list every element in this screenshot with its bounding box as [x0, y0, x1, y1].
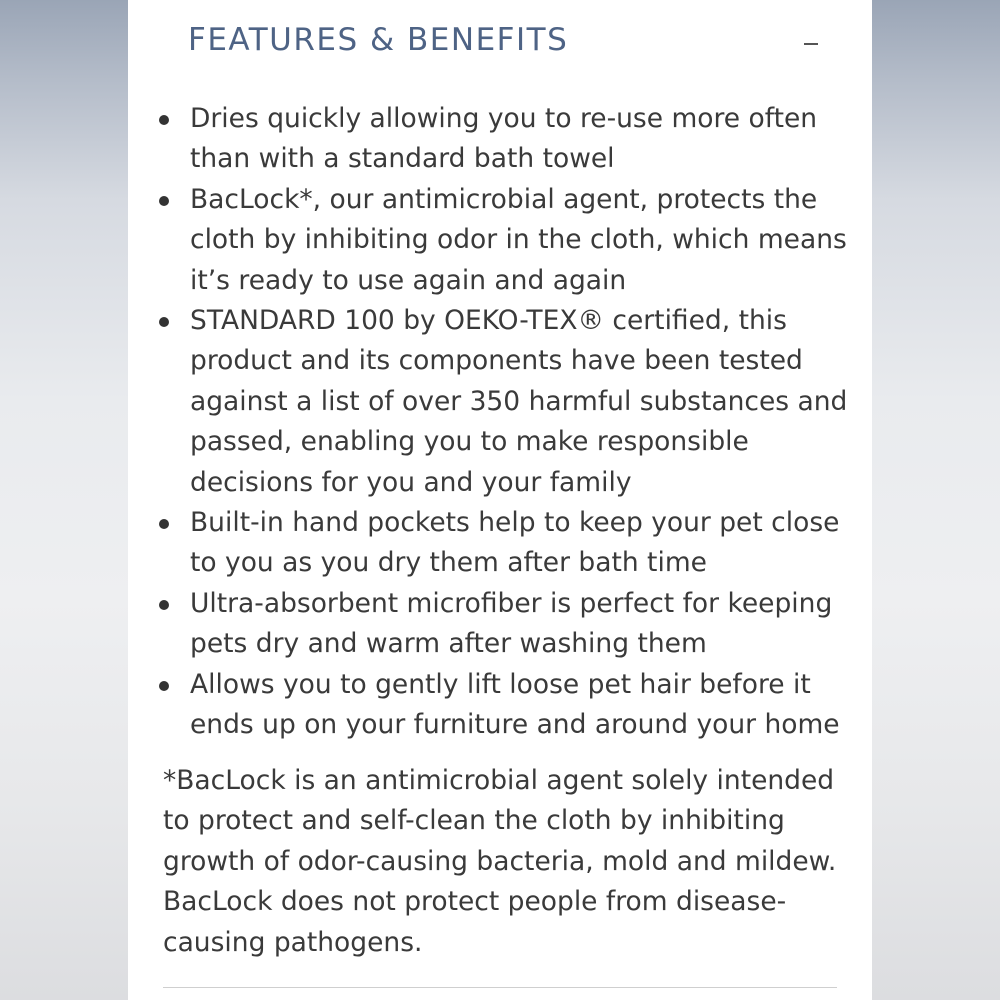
- feature-text: Allows you to gently lift loose pet hair before it ends up on your furniture and around your home: [190, 668, 840, 741]
- feature-text: Ultra-absorbent microfiber is perfect for keeping pets dry and warm after washing them: [190, 587, 833, 660]
- features-accordion-header[interactable]: [188, 18, 812, 62]
- minus-icon[interactable]: [804, 43, 818, 45]
- feature-text: Dries quickly allowing you to re-use more often than with a standard bath towel: [190, 103, 818, 175]
- baclock-footnote: *BacLock is an antimicrobial agent solely intended to protect and self-clean the cloth by inhibiting growth of odor-causing bacteria, mold and mildew. BacLock does not protect people from disease-causing pathogens.: [163, 765, 837, 958]
- list-item: [152, 301, 852, 503]
- bullet-dot-icon: [159, 115, 169, 125]
- list-item: [152, 584, 852, 665]
- list-item: [152, 99, 852, 180]
- features-list: [152, 99, 852, 746]
- bullet-dot-icon: [159, 196, 169, 206]
- feature-text: STANDARD 100 by OEKO-TEX® certified, this product and its components have been tested against a list of over 350 harmful substances and passed, enabling you to make responsible decisions for you and your family: [190, 305, 848, 498]
- bullet-dot-icon: [159, 681, 169, 691]
- list-item: [152, 180, 852, 301]
- list-item: [152, 503, 852, 584]
- section-divider: [163, 987, 837, 988]
- feature-text: BacLock*, our antimicrobial agent, protects the cloth by inhibiting odor in the cloth, which means it’s ready to use again and again: [190, 183, 847, 296]
- feature-text: Built-in hand pockets help to keep your pet close to you as you dry them after bath time: [190, 507, 840, 579]
- list-item: [152, 665, 852, 746]
- bullet-dot-icon: [159, 600, 169, 610]
- features-panel: [128, 0, 872, 1000]
- bullet-dot-icon: [159, 519, 169, 529]
- section-title: FEATURES & BENEFITS: [188, 22, 569, 58]
- bullet-dot-icon: [159, 317, 169, 327]
